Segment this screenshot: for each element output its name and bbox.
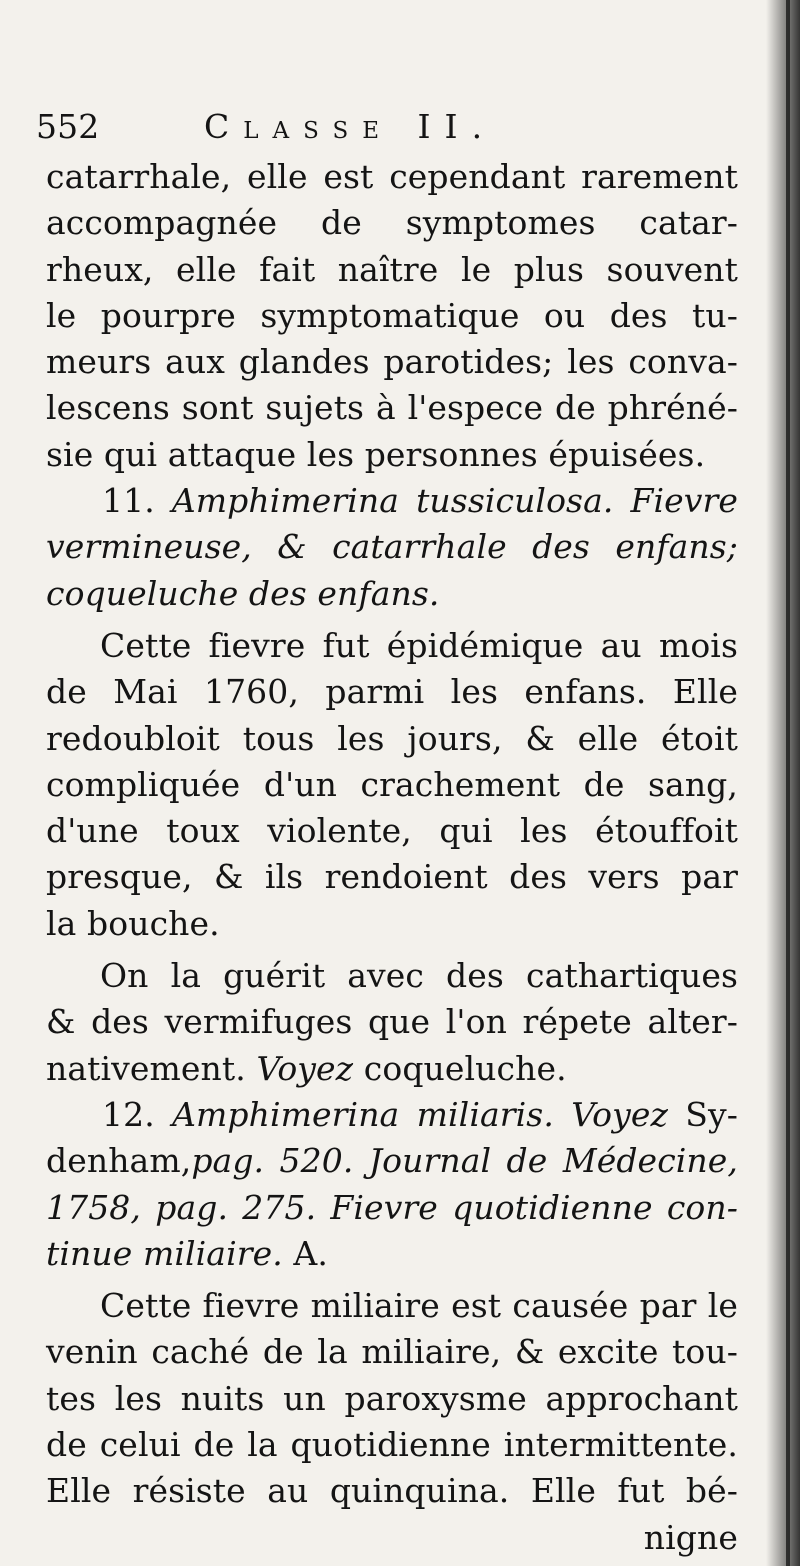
text-line: meurs aux glandes parotides; les conva-	[46, 342, 738, 382]
binding-edge	[786, 0, 790, 1566]
text-line: catarrhale, elle est cependant rarement	[46, 157, 738, 196]
text-line: Elle résiste au quinquina. Elle fut bé-	[46, 1471, 738, 1511]
text-line: d'une toux violente, qui les étouffoit	[46, 811, 738, 851]
entry-heading-line	[46, 1138, 738, 1184]
text-line: de celui de la quotidienne intermittente.	[46, 1425, 738, 1465]
text-plain: nativement.	[46, 1048, 246, 1088]
page-edge-shadow	[766, 0, 800, 1566]
text-line: lescens sont sujets à l'espece de phréné-	[46, 388, 738, 428]
text-line: rheux, elle fait naître le plus souvent	[46, 249, 738, 289]
running-header	[36, 102, 738, 152]
text-line: Cette fievre miliaire est causée par le	[100, 1286, 738, 1326]
entry-12	[46, 1092, 738, 1277]
catchword: nigne	[643, 1517, 738, 1557]
entry-heading-line: coqueluche des enfans.	[46, 573, 440, 613]
paragraph-miliary	[46, 1283, 738, 1514]
entry-heading-line: 1758, pag. 275. Fievre quotidienne con-	[46, 1187, 738, 1227]
paragraph-epidemic	[46, 623, 738, 947]
entry-number: 11.	[102, 481, 155, 521]
text-plain: coqueluche.	[363, 1048, 567, 1088]
entry-heading-line: vermineuse, & catarrhale des enfans;	[46, 527, 738, 567]
french-name: Fievre	[630, 481, 739, 521]
text-plain: A.	[293, 1233, 328, 1273]
continued-paragraph	[46, 154, 738, 478]
page-content	[36, 102, 739, 1561]
text-italic: Voyez	[571, 1094, 668, 1134]
text-line: presque, & ils rendoient des vers par	[46, 857, 738, 897]
text-line: redoubloit tous les jours, & elle étoit	[46, 718, 738, 758]
running-title: Classe II.	[204, 107, 497, 146]
text-line: de Mai 1760, parmi les enfans. Elle	[46, 672, 738, 712]
entry-11	[46, 478, 738, 617]
text-line: On la guérit avec des cathartiques	[100, 956, 738, 996]
text-plain: denham,	[46, 1141, 192, 1181]
text-italic: Voyez	[256, 1048, 354, 1088]
text-italic: pag. 520. Journal de Médecine,	[191, 1141, 738, 1181]
text-plain: Sy-	[685, 1094, 738, 1134]
text-line: tes les nuits un paroxysme approchant	[46, 1378, 738, 1418]
entry-heading-line	[46, 1092, 738, 1138]
text-line: la bouche.	[46, 903, 220, 943]
page-number: 552	[36, 107, 100, 146]
latin-name: Amphimerina tussiculosa.	[171, 481, 614, 521]
latin-name: Amphimerina miliaris.	[172, 1094, 554, 1134]
text-line: le pourpre symptomatique ou des tu-	[46, 295, 738, 335]
text-line	[46, 1046, 738, 1092]
text-line: compliquée d'un crachement de sang,	[46, 764, 738, 804]
text-line: accompagnée de symptomes catar-	[46, 203, 738, 243]
text-line: sie qui attaque les personnes épuisées.	[46, 434, 706, 474]
text-line: & des vermifuges que l'on répete alter-	[46, 1002, 738, 1042]
text-line: venin caché de la miliaire, & excite tou-	[46, 1332, 738, 1372]
text-italic: tinue miliaire.	[46, 1233, 283, 1273]
entry-heading-line	[46, 478, 738, 524]
entry-heading-line	[46, 1231, 738, 1277]
entry-number: 12.	[102, 1094, 155, 1134]
paragraph-treatment	[46, 953, 738, 1092]
text-line: Cette fievre fut épidémique au mois	[100, 625, 738, 665]
